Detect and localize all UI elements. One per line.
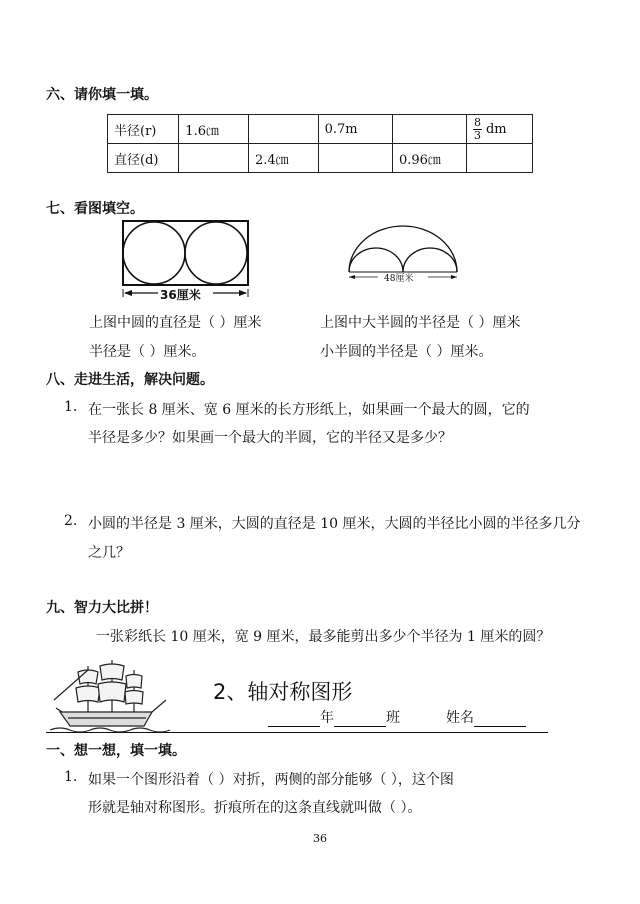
q7-2-line1: 上图中大半圆的半径是（ ）厘米 [320, 315, 521, 331]
lesson-title: 2、轴对称图形 [213, 680, 353, 704]
section-6-heading: 六、请你填一填。 [46, 87, 158, 103]
table-cell-fraction [466, 115, 532, 144]
q7-1-line2: 半径是（ ）厘米。 [89, 344, 206, 360]
table-cell-empty[interactable] [392, 115, 466, 144]
question-a1-number: 1. [64, 769, 78, 785]
fraction-unit: dm [485, 121, 507, 137]
table-row-radius [108, 115, 533, 144]
fraction-numerator: 8 [473, 115, 481, 129]
name-blank[interactable] [474, 710, 526, 727]
problem-1-line2: 半径是多少？如果画一个最大的半圆，它的半径又是多少？ [88, 430, 452, 446]
grade-blank[interactable] [268, 710, 320, 727]
fraction [473, 117, 482, 142]
table-cell: 0.96㎝ [392, 144, 466, 173]
section-8-heading: 八、走进生活，解决问题。 [46, 372, 214, 388]
section-a-heading: 一、想一想，填一填。 [46, 743, 186, 759]
problem-2-line2: 之几？ [88, 545, 130, 561]
section-7-heading: 七、看图填空。 [46, 201, 144, 217]
student-info-line [268, 707, 526, 727]
question-a1-line2: 形就是轴对称图形。折痕所在的这条直线就叫做（ ）。 [88, 800, 422, 816]
radius-diameter-table [107, 114, 533, 173]
table-cell-empty[interactable] [248, 115, 318, 144]
problem-2-line1: 小圆的半径是 3 厘米，大圆的直径是 10 厘米，大圆的半径比小圆的半径多几分 [88, 516, 581, 532]
name-label: 姓名 [446, 710, 474, 726]
figure1-dimension-label: 36厘米 [160, 288, 201, 302]
figure2-dimension-label: 48厘米 [384, 274, 414, 284]
header-divider [46, 732, 548, 733]
page-number: 36 [313, 832, 327, 845]
problem-2-number: 2. [64, 513, 78, 529]
table-row-diameter [108, 144, 533, 173]
table-cell-empty[interactable] [179, 144, 249, 173]
table-cell-empty[interactable] [466, 144, 532, 173]
q7-1-line1: 上图中圆的直径是（ ）厘米 [89, 315, 262, 331]
class-blank[interactable] [334, 710, 386, 727]
sailing-ship-illustration [48, 656, 176, 736]
row-label-diameter: 直径(d) [108, 144, 179, 173]
table-cell: 2.4㎝ [248, 144, 318, 173]
section-9-heading: 九、智力大比拼！ [46, 600, 158, 616]
class-label: 班 [386, 710, 400, 726]
question-a1-line1: 如果一个图形沿着（ ）对折，两侧的部分能够（ ），这个图 [88, 772, 454, 788]
table-cell: 0.7m [318, 115, 392, 144]
table-cell-empty[interactable] [318, 144, 392, 173]
problem-1-number: 1. [64, 399, 78, 415]
section-9-problem: 一张彩纸长 10 厘米，宽 9 厘米，最多能剪出多少个半径为 1 厘米的圆？ [96, 629, 551, 645]
row-label-radius: 半径(r) [108, 115, 179, 144]
q7-2-line2: 小半圆的半径是（ ）厘米。 [320, 344, 493, 360]
fraction-denominator: 3 [473, 128, 481, 142]
table-cell: 1.6㎝ [179, 115, 249, 144]
problem-1-line1: 在一张长 8 厘米、宽 6 厘米的长方形纸上，如果画一个最大的圆，它的 [88, 402, 530, 418]
grade-label: 年 [320, 710, 334, 726]
